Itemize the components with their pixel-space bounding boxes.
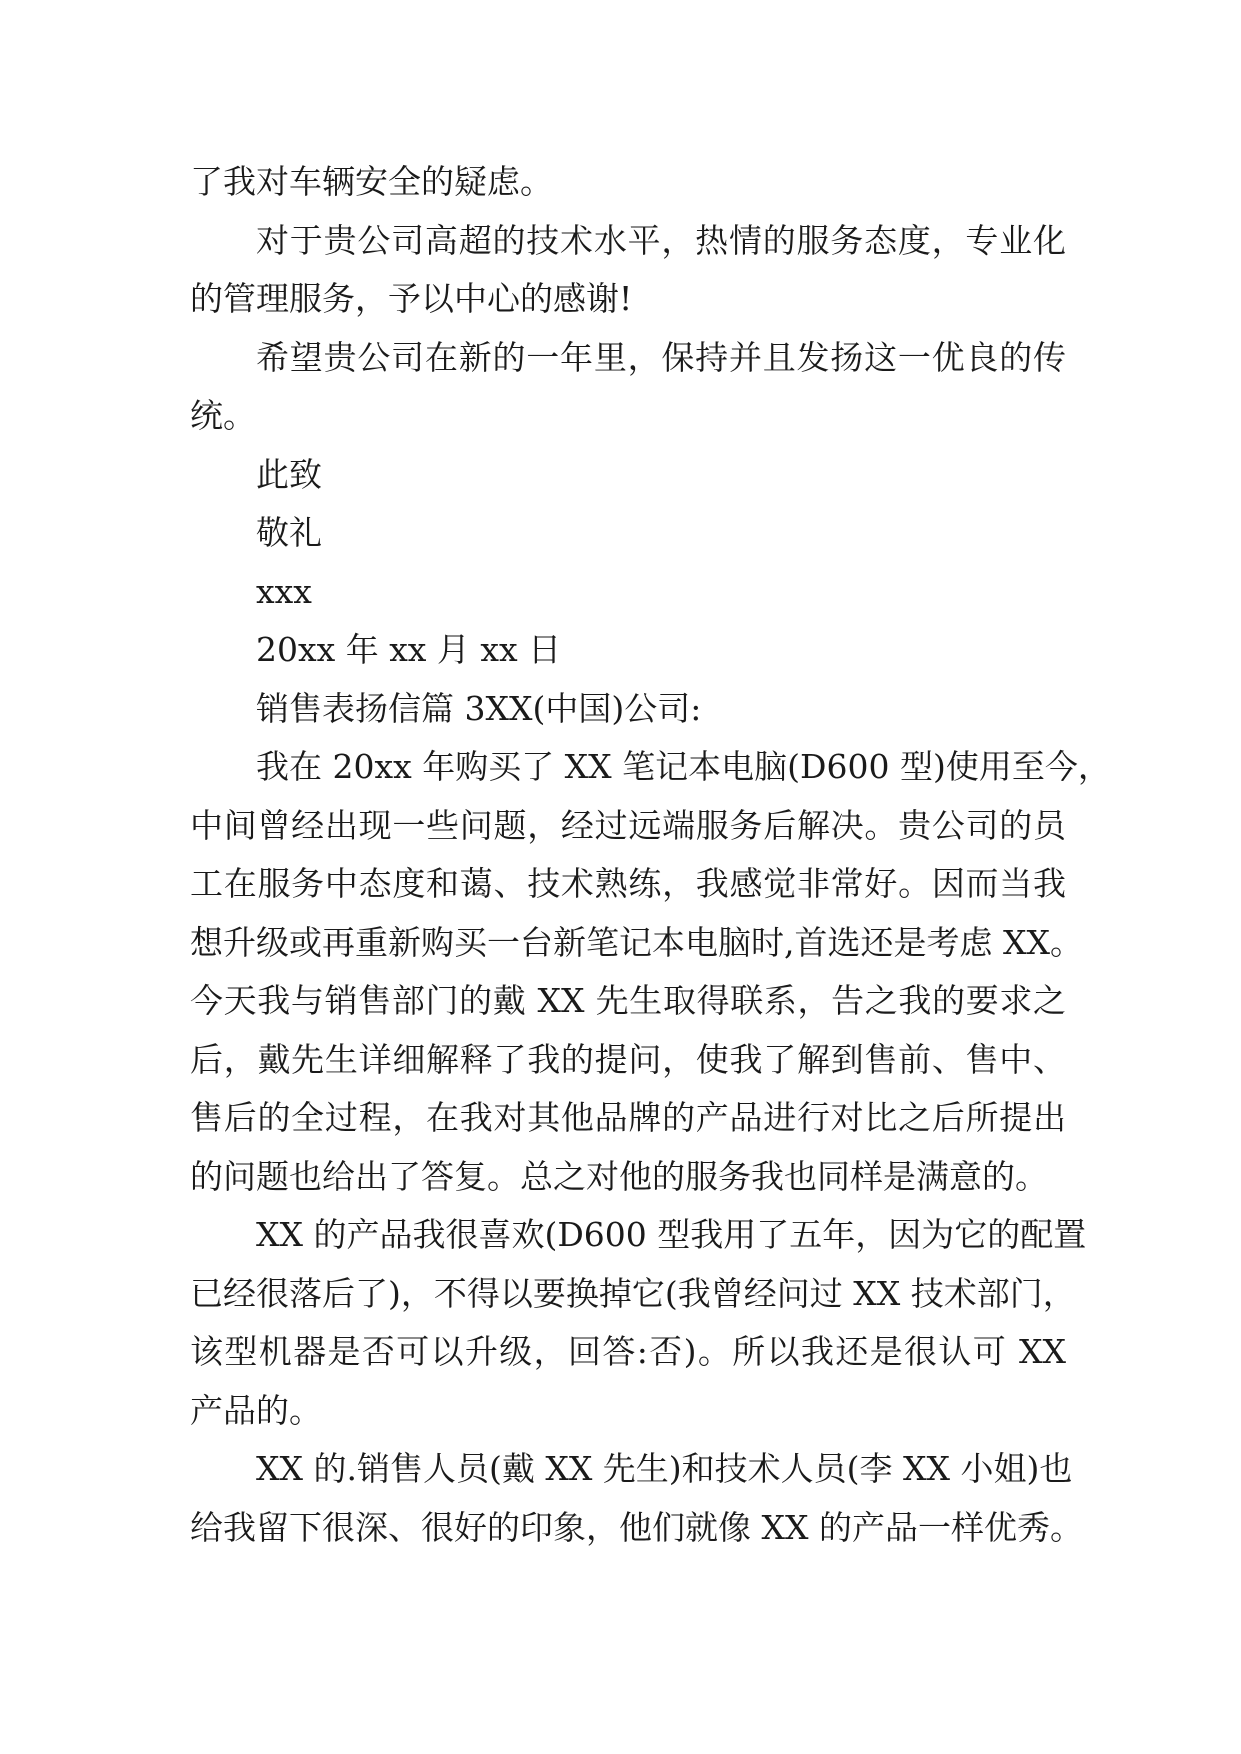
closing-salutation: 此致: [256, 454, 322, 494]
paragraph-first-line: 希望贵公司在新的一年里，保持并且发扬这一优良的传: [256, 337, 1066, 377]
text-line: 中间曾经出现一些问题，经过远端服务后解决。贵公司的员: [190, 805, 1066, 845]
letter-body: [190, 153, 1111, 1557]
text-line: 统。: [190, 396, 256, 435]
text-line: 后，戴先生详细解释了我的提问，使我了解到售前、售中、: [190, 1039, 1066, 1079]
signature-date: 20xx 年 xx 月 xx 日: [256, 630, 562, 669]
section-heading: 销售表扬信篇 3XX(中国)公司:: [256, 688, 702, 728]
text-line: 今天我与销售部门的戴 XX 先生取得联系，告之我的要求之: [190, 981, 1066, 1020]
text-line: 了我对车辆安全的疑虑。: [190, 162, 553, 201]
paragraph-first-line: 我在 20xx 年购买了 XX 笔记本电脑(D600 型)使用至今，: [256, 747, 1111, 786]
text-line: 的问题也给出了答复。总之对他的服务我也同样是满意的。: [190, 1156, 1048, 1196]
text-line: 工在服务中态度和蔼、技术熟练，我感觉非常好。因而当我: [190, 864, 1066, 903]
closing-regards: 敬礼: [256, 513, 322, 552]
paragraph-first-line: XX 的产品我很喜欢(D600 型我用了五年，因为它的配置: [256, 1215, 1087, 1254]
text-line: 给我留下很深、很好的印象，他们就像 XX 的产品一样优秀。: [190, 1507, 1083, 1547]
text-line: 的管理服务，予以中心的感谢!: [190, 279, 633, 318]
text-line: 产品的。: [190, 1390, 322, 1430]
signature-name: xxx: [256, 571, 312, 611]
text-line: 已经很落后了)，不得以要换掉它(我曾经问过 XX 技术部门，: [190, 1273, 1076, 1313]
paragraph-first-line: 对于贵公司高超的技术水平，热情的服务态度，专业化: [256, 220, 1066, 260]
text-line: 想升级或再重新购买一台新笔记本电脑时,首选还是考虑 XX。: [190, 922, 1083, 962]
paragraph-first-line: XX 的.销售人员(戴 XX 先生)和技术人员(李 XX 小姐)也: [256, 1449, 1073, 1488]
text-line: 该型机器是否可以升级，回答:否)。所以我还是很认可 XX: [190, 1332, 1066, 1371]
text-line: 售后的全过程，在我对其他品牌的产品进行对比之后所提出: [190, 1098, 1066, 1137]
